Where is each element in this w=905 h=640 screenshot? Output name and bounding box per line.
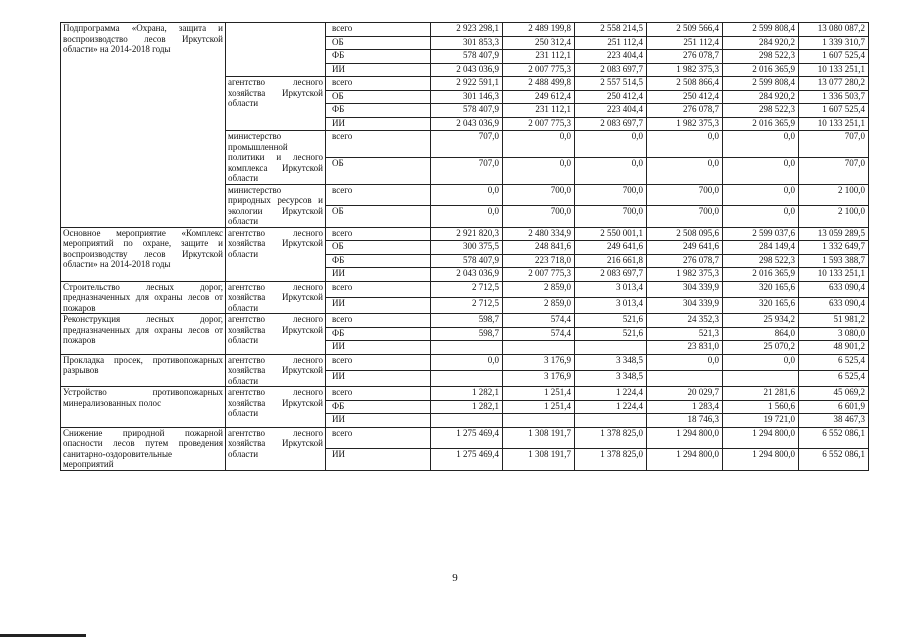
year-value-cell: 21 281,6	[723, 387, 799, 401]
year-value-cell: 300 375,5	[431, 241, 503, 255]
executor-cell: министерство природных ресурсов и экологии Иркутской области	[226, 184, 326, 227]
year-value-cell: 598,7	[431, 327, 503, 341]
funding-source-cell: ОБ	[326, 90, 431, 104]
year-value-cell: 2 599 037,6	[723, 227, 799, 241]
year-value-cell: 2 508 095,6	[647, 227, 723, 241]
total-value-cell: 10 133 251,1	[799, 117, 869, 131]
year-value-cell: 2 016 365,9	[723, 63, 799, 77]
year-value-cell: 1 251,4	[503, 400, 575, 414]
year-value-cell: 700,0	[503, 184, 575, 206]
year-value-cell: 249 612,4	[503, 90, 575, 104]
funding-source-cell: всего	[326, 77, 431, 91]
executor-cell: агентство лесного хозяйства Иркутской области	[226, 427, 326, 470]
funding-source-cell: ОБ	[326, 157, 431, 184]
year-value-cell: 2 921 820,3	[431, 227, 503, 241]
year-value-cell	[503, 414, 575, 428]
year-value-cell: 707,0	[431, 157, 503, 184]
year-value-cell: 0,0	[723, 206, 799, 228]
funding-source-cell: всего	[326, 281, 431, 297]
total-value-cell: 38 467,3	[799, 414, 869, 428]
year-value-cell: 2 007 775,3	[503, 268, 575, 282]
funding-source-cell: ФБ	[326, 327, 431, 341]
total-value-cell: 13 077 280,2	[799, 77, 869, 91]
year-value-cell: 700,0	[503, 206, 575, 228]
funding-source-cell: ИИ	[326, 414, 431, 428]
year-value-cell: 574,4	[503, 314, 575, 328]
funding-source-cell: всего	[326, 314, 431, 328]
funding-source-cell: ОБ	[326, 206, 431, 228]
year-value-cell: 0,0	[723, 184, 799, 206]
year-value-cell: 1 294 800,0	[723, 449, 799, 471]
funding-source-cell: ФБ	[326, 50, 431, 64]
total-value-cell: 13 080 087,2	[799, 23, 869, 37]
total-value-cell: 6 552 086,1	[799, 449, 869, 471]
year-value-cell: 1 560,6	[723, 400, 799, 414]
executor-cell: агентство лесного хозяйства Иркутской области	[226, 387, 326, 428]
year-value-cell: 1 294 800,0	[723, 427, 799, 449]
program-title-cell: Снижение природной пожарной опасности лесов путем проведения санитарно-оздоровительные мероприятий	[61, 427, 226, 470]
executor-cell: агентство лесного хозяйства Иркутской области	[226, 314, 326, 355]
year-value-cell: 320 165,6	[723, 281, 799, 297]
year-value-cell: 700,0	[647, 206, 723, 228]
year-value-cell: 3 013,4	[575, 281, 647, 297]
year-value-cell: 23 831,0	[647, 341, 723, 355]
year-value-cell: 298 522,3	[723, 104, 799, 118]
year-value-cell: 2 480 334,9	[503, 227, 575, 241]
funding-source-cell: всего	[326, 184, 431, 206]
year-value-cell: 0,0	[647, 354, 723, 370]
total-value-cell: 2 100,0	[799, 184, 869, 206]
year-value-cell: 2 557 514,5	[575, 77, 647, 91]
total-value-cell: 707,0	[799, 131, 869, 158]
total-value-cell: 633 090,4	[799, 281, 869, 297]
year-value-cell: 521,6	[575, 327, 647, 341]
year-value-cell: 0,0	[723, 131, 799, 158]
year-value-cell: 2 083 697,7	[575, 268, 647, 282]
year-value-cell: 1 224,4	[575, 400, 647, 414]
year-value-cell: 0,0	[431, 206, 503, 228]
page-number: 9	[452, 572, 458, 584]
year-value-cell: 304 339,9	[647, 297, 723, 313]
year-value-cell	[575, 414, 647, 428]
year-value-cell: 2 043 036,9	[431, 268, 503, 282]
year-value-cell: 2 509 566,4	[647, 23, 723, 37]
year-value-cell	[431, 414, 503, 428]
year-value-cell: 298 522,3	[723, 254, 799, 268]
year-value-cell	[431, 341, 503, 355]
year-value-cell: 1 275 469,4	[431, 449, 503, 471]
year-value-cell: 1 378 825,0	[575, 427, 647, 449]
year-value-cell: 3 176,9	[503, 370, 575, 386]
year-value-cell: 249 641,6	[575, 241, 647, 255]
total-value-cell: 633 090,4	[799, 297, 869, 313]
program-title-cell: Реконструкция лесных дорог, предназначенных для охраны лесов от пожаров	[61, 314, 226, 355]
year-value-cell: 2 043 036,9	[431, 63, 503, 77]
funding-source-cell: ИИ	[326, 63, 431, 77]
program-title-cell: Подпрограмма «Охрана, защита и воспроизводство лесов Иркутской области» на 2014-2018 годы	[61, 23, 226, 228]
year-value-cell: 3 348,5	[575, 370, 647, 386]
year-value-cell: 1 282,1	[431, 400, 503, 414]
year-value-cell: 0,0	[503, 131, 575, 158]
year-value-cell: 251 112,4	[647, 36, 723, 50]
year-value-cell: 251 112,4	[575, 36, 647, 50]
scan-edge-mark	[0, 634, 86, 637]
funding-source-cell: ОБ	[326, 241, 431, 255]
year-value-cell: 2 712,5	[431, 281, 503, 297]
year-value-cell	[575, 341, 647, 355]
year-value-cell: 284 920,2	[723, 36, 799, 50]
program-title-cell: Устройство противопожарных минерализованных полос	[61, 387, 226, 428]
year-value-cell: 2 007 775,3	[503, 117, 575, 131]
year-value-cell: 301 853,3	[431, 36, 503, 50]
year-value-cell: 223 718,0	[503, 254, 575, 268]
year-value-cell: 700,0	[575, 206, 647, 228]
total-value-cell: 1 336 503,7	[799, 90, 869, 104]
funding-source-cell: ИИ	[326, 268, 431, 282]
funding-source-cell: ИИ	[326, 449, 431, 471]
funding-source-cell: ФБ	[326, 104, 431, 118]
year-value-cell	[503, 341, 575, 355]
table-row	[61, 427, 869, 449]
table-row	[61, 354, 869, 370]
year-value-cell: 320 165,6	[723, 297, 799, 313]
total-value-cell: 45 069,2	[799, 387, 869, 401]
year-value-cell: 578 407,9	[431, 50, 503, 64]
year-value-cell: 0,0	[503, 157, 575, 184]
year-value-cell: 223 404,4	[575, 50, 647, 64]
year-value-cell: 1 308 191,7	[503, 449, 575, 471]
total-value-cell: 1 339 310,7	[799, 36, 869, 50]
year-value-cell: 1 308 191,7	[503, 427, 575, 449]
year-value-cell: 3 013,4	[575, 297, 647, 313]
program-title-cell: Строительство лесных дорог, предназначенных для охраны лесов от пожаров	[61, 281, 226, 314]
year-value-cell: 248 841,6	[503, 241, 575, 255]
executor-cell: агентство лесного хозяйства Иркутской области	[226, 77, 326, 131]
year-value-cell: 231 112,1	[503, 104, 575, 118]
table-row	[61, 314, 869, 328]
year-value-cell: 700,0	[647, 184, 723, 206]
year-value-cell	[723, 370, 799, 386]
year-value-cell: 2 488 499,8	[503, 77, 575, 91]
year-value-cell: 284 149,4	[723, 241, 799, 255]
year-value-cell: 578 407,9	[431, 254, 503, 268]
year-value-cell	[431, 370, 503, 386]
year-value-cell: 0,0	[575, 157, 647, 184]
total-value-cell: 1 332 649,7	[799, 241, 869, 255]
year-value-cell: 0,0	[647, 131, 723, 158]
executor-cell: агентство лесного хозяйства Иркутской области	[226, 281, 326, 314]
year-value-cell: 1 275 469,4	[431, 427, 503, 449]
table-row	[61, 23, 869, 37]
funding-source-cell: всего	[326, 23, 431, 37]
year-value-cell: 2 712,5	[431, 297, 503, 313]
total-value-cell: 3 080,0	[799, 327, 869, 341]
year-value-cell: 1 251,4	[503, 387, 575, 401]
total-value-cell: 6 525,4	[799, 370, 869, 386]
year-value-cell: 0,0	[431, 184, 503, 206]
year-value-cell: 249 641,6	[647, 241, 723, 255]
year-value-cell: 0,0	[575, 131, 647, 158]
funding-source-cell: ФБ	[326, 254, 431, 268]
year-value-cell: 2 043 036,9	[431, 117, 503, 131]
year-value-cell: 250 312,4	[503, 36, 575, 50]
funding-source-cell: всего	[326, 387, 431, 401]
funding-source-cell: ОБ	[326, 36, 431, 50]
year-value-cell: 284 920,2	[723, 90, 799, 104]
table-row	[61, 281, 869, 297]
year-value-cell: 1 378 825,0	[575, 449, 647, 471]
year-value-cell: 0,0	[723, 157, 799, 184]
year-value-cell: 2 083 697,7	[575, 117, 647, 131]
year-value-cell: 521,3	[647, 327, 723, 341]
funding-source-cell: ФБ	[326, 400, 431, 414]
year-value-cell: 700,0	[575, 184, 647, 206]
total-value-cell: 2 100,0	[799, 206, 869, 228]
year-value-cell: 2 922 591,1	[431, 77, 503, 91]
year-value-cell: 2 599 808,4	[723, 77, 799, 91]
total-value-cell: 1 607 525,4	[799, 104, 869, 118]
funding-source-cell: всего	[326, 131, 431, 158]
year-value-cell: 1 282,1	[431, 387, 503, 401]
year-value-cell: 18 746,3	[647, 414, 723, 428]
table-row	[61, 227, 869, 241]
total-value-cell: 6 601,9	[799, 400, 869, 414]
funding-source-cell: ИИ	[326, 341, 431, 355]
year-value-cell: 1 982 375,3	[647, 268, 723, 282]
year-value-cell: 2 550 001,1	[575, 227, 647, 241]
funding-source-cell: всего	[326, 227, 431, 241]
year-value-cell: 0,0	[647, 157, 723, 184]
year-value-cell: 276 078,7	[647, 50, 723, 64]
year-value-cell: 223 404,4	[575, 104, 647, 118]
year-value-cell: 250 412,4	[647, 90, 723, 104]
year-value-cell: 864,0	[723, 327, 799, 341]
year-value-cell: 2 489 199,8	[503, 23, 575, 37]
year-value-cell: 1 294 800,0	[647, 449, 723, 471]
year-value-cell: 19 721,0	[723, 414, 799, 428]
budget-table	[60, 22, 869, 471]
year-value-cell: 1 982 375,3	[647, 117, 723, 131]
year-value-cell: 231 112,1	[503, 50, 575, 64]
total-value-cell: 707,0	[799, 157, 869, 184]
year-value-cell: 578 407,9	[431, 104, 503, 118]
funding-source-cell: всего	[326, 354, 431, 370]
year-value-cell: 574,4	[503, 327, 575, 341]
total-value-cell: 10 133 251,1	[799, 268, 869, 282]
year-value-cell	[647, 370, 723, 386]
executor-cell: агентство лесного хозяйства Иркутской области	[226, 354, 326, 387]
executor-cell: агентство лесного хозяйства Иркутской области	[226, 227, 326, 281]
total-value-cell: 1 593 388,7	[799, 254, 869, 268]
year-value-cell: 304 339,9	[647, 281, 723, 297]
year-value-cell: 2 007 775,3	[503, 63, 575, 77]
year-value-cell: 3 176,9	[503, 354, 575, 370]
year-value-cell: 0,0	[723, 354, 799, 370]
year-value-cell: 1 224,4	[575, 387, 647, 401]
year-value-cell: 2 016 365,9	[723, 117, 799, 131]
program-title-cell: Основное мероприятие «Комплекс мероприятий по охране, защите и воспроизводству лесов Иркутской области» на 2014-2018 годы	[61, 227, 226, 281]
year-value-cell: 25 070,2	[723, 341, 799, 355]
year-value-cell: 2 508 866,4	[647, 77, 723, 91]
year-value-cell: 521,6	[575, 314, 647, 328]
table-body	[61, 23, 869, 471]
executor-cell: министерство промышленной политики и лесного комплекса Иркутской области	[226, 131, 326, 185]
year-value-cell: 2 859,0	[503, 281, 575, 297]
year-value-cell: 1 982 375,3	[647, 63, 723, 77]
year-value-cell: 2 599 808,4	[723, 23, 799, 37]
funding-source-cell: ИИ	[326, 297, 431, 313]
year-value-cell: 216 661,8	[575, 254, 647, 268]
year-value-cell: 2 859,0	[503, 297, 575, 313]
year-value-cell: 2 083 697,7	[575, 63, 647, 77]
executor-cell	[226, 23, 326, 77]
year-value-cell: 2 016 365,9	[723, 268, 799, 282]
total-value-cell: 51 981,2	[799, 314, 869, 328]
funding-source-cell: ИИ	[326, 117, 431, 131]
total-value-cell: 13 059 289,5	[799, 227, 869, 241]
year-value-cell: 2 923 298,1	[431, 23, 503, 37]
total-value-cell: 1 607 525,4	[799, 50, 869, 64]
funding-source-cell: ИИ	[326, 370, 431, 386]
total-value-cell: 6 525,4	[799, 354, 869, 370]
table-row	[61, 387, 869, 401]
total-value-cell: 48 901,2	[799, 341, 869, 355]
year-value-cell: 707,0	[431, 131, 503, 158]
year-value-cell: 0,0	[431, 354, 503, 370]
year-value-cell: 276 078,7	[647, 254, 723, 268]
year-value-cell: 3 348,5	[575, 354, 647, 370]
year-value-cell: 301 146,3	[431, 90, 503, 104]
funding-source-cell: всего	[326, 427, 431, 449]
year-value-cell: 1 283,4	[647, 400, 723, 414]
year-value-cell: 1 294 800,0	[647, 427, 723, 449]
year-value-cell: 276 078,7	[647, 104, 723, 118]
year-value-cell: 24 352,3	[647, 314, 723, 328]
total-value-cell: 10 133 251,1	[799, 63, 869, 77]
year-value-cell: 298 522,3	[723, 50, 799, 64]
year-value-cell: 20 029,7	[647, 387, 723, 401]
year-value-cell: 2 558 214,5	[575, 23, 647, 37]
total-value-cell: 6 552 086,1	[799, 427, 869, 449]
program-title-cell: Прокладка просек, противопожарных разрывов	[61, 354, 226, 387]
year-value-cell: 250 412,4	[575, 90, 647, 104]
year-value-cell: 598,7	[431, 314, 503, 328]
year-value-cell: 25 934,2	[723, 314, 799, 328]
